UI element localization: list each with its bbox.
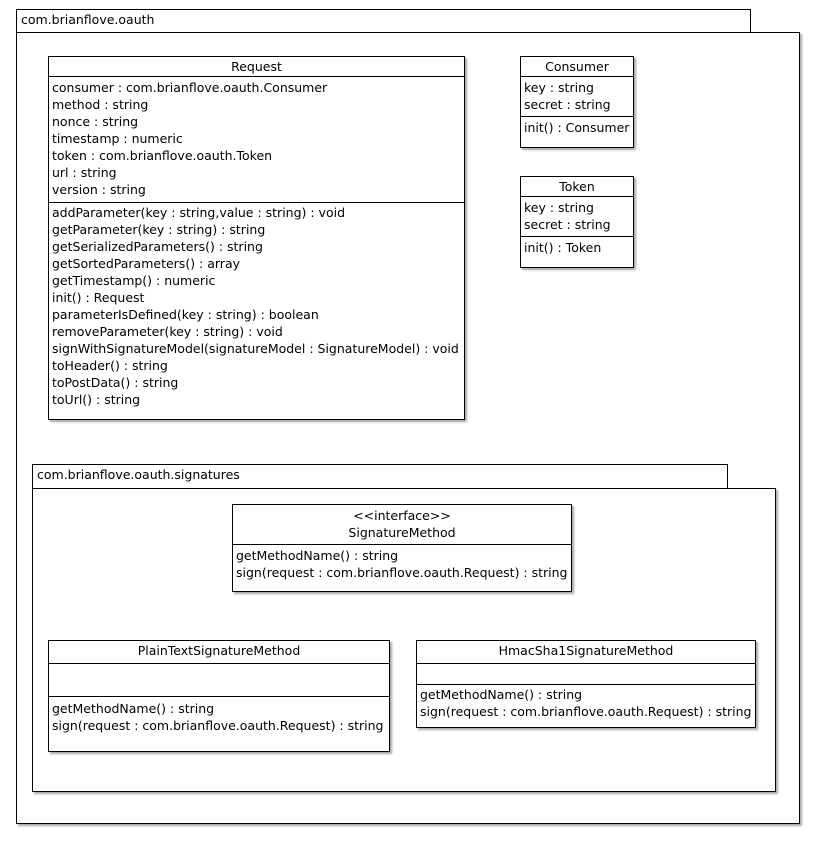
method: init() : Consumer xyxy=(524,120,630,135)
method: getMethodName() : string xyxy=(52,701,215,716)
method: toPostData() : string xyxy=(52,375,179,390)
attribute: nonce : string xyxy=(52,114,139,129)
method: sign(request : com.brianflove.oauth.Request) : string xyxy=(420,704,752,719)
stereotype-label: <<interface>> xyxy=(353,508,451,523)
class-token[interactable] xyxy=(520,176,634,268)
class-token-attributes xyxy=(521,197,633,236)
attribute: key : string xyxy=(524,80,594,95)
attribute: consumer : com.brianflove.oauth.Consumer xyxy=(52,80,328,95)
class-token-methods xyxy=(521,236,633,257)
class-consumer-attributes xyxy=(521,77,633,116)
method: init() : Token xyxy=(524,240,602,255)
method: toHeader() : string xyxy=(52,358,168,373)
class-request-attributes xyxy=(49,77,464,202)
interface-signature-method-header xyxy=(233,505,571,545)
class-hmac-sha1-signature-method-name: HmacSha1SignatureMethod xyxy=(417,641,755,664)
package-label-oauth: com.brianflove.oauth xyxy=(21,12,155,27)
class-request-name: Request xyxy=(49,57,464,77)
attribute: version : string xyxy=(52,182,146,197)
class-hmac-sha1-signature-method-methods xyxy=(417,684,755,721)
attribute: token : com.brianflove.oauth.Token xyxy=(52,148,273,163)
method: getSortedParameters() : array xyxy=(52,256,241,271)
class-consumer[interactable] xyxy=(520,56,634,148)
package-tab-oauth xyxy=(16,9,751,34)
package-tab-signatures xyxy=(32,464,728,490)
attribute: secret : string xyxy=(524,97,611,112)
method: removeParameter(key : string) : void xyxy=(52,324,283,339)
attribute: url : string xyxy=(52,165,117,180)
method: init() : Request xyxy=(52,290,145,305)
interface-signature-method-methods xyxy=(233,545,571,582)
class-token-name: Token xyxy=(521,177,633,197)
package-label-signatures: com.brianflove.oauth.signatures xyxy=(37,467,240,482)
interface-signature-method[interactable] xyxy=(232,504,572,592)
class-plaintext-signature-method-attributes xyxy=(49,664,389,696)
method: getSerializedParameters() : string xyxy=(52,239,263,254)
attribute: method : string xyxy=(52,97,149,112)
class-consumer-name: Consumer xyxy=(521,57,633,77)
method: addParameter(key : string,value : string) : void xyxy=(52,205,346,220)
method: toUrl() : string xyxy=(52,392,141,407)
class-plaintext-signature-method[interactable] xyxy=(48,640,390,752)
method: parameterIsDefined(key : string) : boolean xyxy=(52,307,319,322)
method: sign(request : com.brianflove.oauth.Request) : string xyxy=(52,718,384,733)
class-hmac-sha1-signature-method-attributes xyxy=(417,664,755,684)
method: signWithSignatureModel(signatureModel : SignatureModel) : void xyxy=(52,341,459,356)
attribute: secret : string xyxy=(524,217,611,232)
class-plaintext-signature-method-methods xyxy=(49,696,389,735)
class-consumer-methods xyxy=(521,116,633,137)
method: sign(request : com.brianflove.oauth.Request) : string xyxy=(236,565,568,580)
method: getMethodName() : string xyxy=(236,548,399,563)
interface-signature-method-name: SignatureMethod xyxy=(348,525,456,540)
class-request[interactable] xyxy=(48,56,465,420)
attribute: timestamp : numeric xyxy=(52,131,183,146)
method: getParameter(key : string) : string xyxy=(52,222,266,237)
class-request-methods xyxy=(49,202,464,409)
method: getTimestamp() : numeric xyxy=(52,273,216,288)
method: getMethodName() : string xyxy=(420,687,583,702)
class-plaintext-signature-method-name: PlainTextSignatureMethod xyxy=(49,641,389,664)
attribute: key : string xyxy=(524,200,594,215)
class-hmac-sha1-signature-method[interactable] xyxy=(416,640,756,728)
